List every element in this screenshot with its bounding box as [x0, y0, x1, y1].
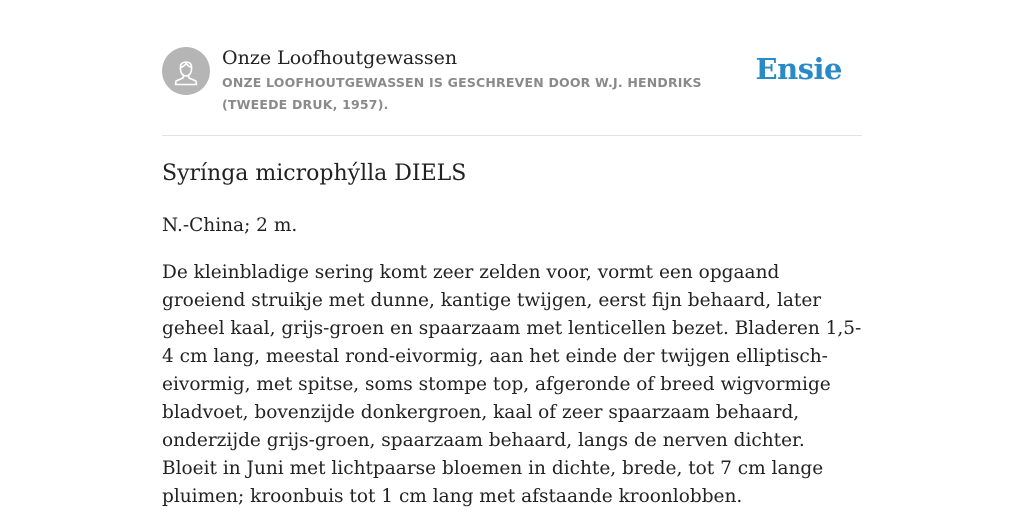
source-title[interactable]: Onze Loofhoutgewassen [222, 47, 458, 69]
header-divider [162, 135, 862, 136]
source-avatar[interactable] [162, 47, 210, 95]
entry-title: Syrínga microphýlla DIELS [162, 161, 467, 186]
entry-subtitle: N.-China; 2 m. [162, 215, 298, 236]
source-header [162, 46, 862, 116]
source-description: ONZE LOOFHOUTGEWASSEN IS GESCHREVEN DOOR W.J. HENDRIKS (TWEEDE DRUK, 1957). [222, 75, 702, 112]
entry-body: De kleinbladige sering komt zeer zelden voor, vormt een opgaand groeiend struikje met dunne, kantige twijgen, eerst fijn behaard, later geheel kaal, grijs-groen en spaarzaam met lenticellen bezet. Bladeren 1,5-4 cm lang, meestal rond-eivormig, aan het einde der twijgen elliptisch-eivormig, met spitse, soms stompe top, afgeronde of breed wigvormige bladvoet, bovenzijde donkergroen, kaal of zeer spaarzaam behaard, onderzijde grijs-groen, spaarzaam behaard, langs de nerven dichter. Bloeit in Juni met lichtpaarse bloemen in dichte, brede, tot 7 cm lange pluimen; kroonbuis tot 1 cm lang met afstaande kroonlobben. [162, 262, 862, 507]
user-icon [162, 47, 210, 95]
brand-logo-link[interactable]: Ensie [755, 52, 842, 86]
